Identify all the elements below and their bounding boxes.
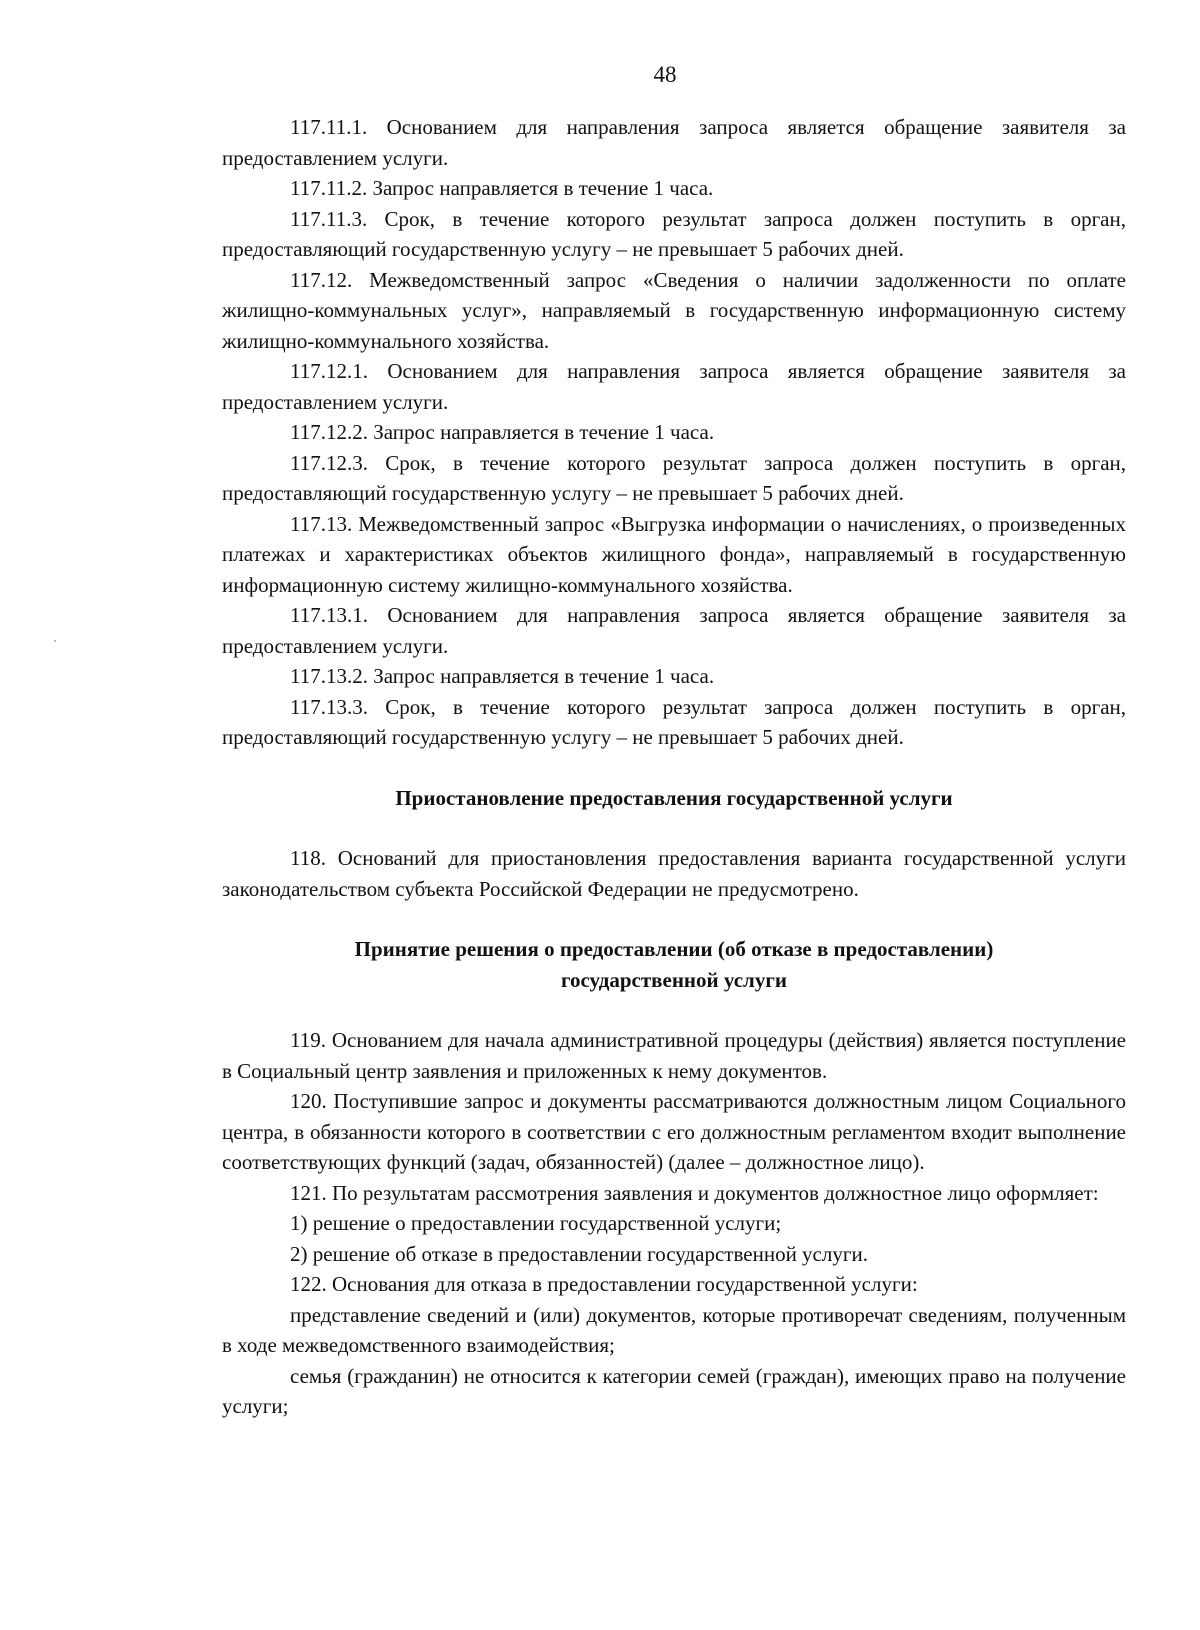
section-heading-decision-line2: государственной услуги — [561, 967, 787, 992]
paragraph-117-11-3: 117.11.3. Срок, в течение которого результат запроса должен поступить в орган, предоставляющий государственную услугу – не превышает 5 рабочих дней. — [222, 206, 1126, 261]
refusal-ground-1: представление сведений и (или) документов, которые противоречат сведениям, полученным в ходе межведомственного взаимодействия; — [222, 1302, 1126, 1357]
paragraph-117-13: 117.13. Межведомственный запрос «Выгрузка информации о начислениях, о произведенных платежах и характеристиках объектов жилищного фонда», направляемый в государственную информационную систему жилищно-коммунального хозяйства. — [222, 511, 1126, 597]
section-heading-suspension: Приостановление предоставления государственной услуги — [395, 785, 953, 810]
refusal-ground-2: семья (гражданин) не относится к категории семей (граждан), имеющих право на получение услуги; — [222, 1363, 1126, 1418]
paragraph-117-12: 117.12. Межведомственный запрос «Сведения о наличии задолженности по оплате жилищно-коммунальных услуг», направляемый в государственную информационную систему жилищно-коммунального хозяйства. — [222, 267, 1126, 353]
paragraph-117-13-3: 117.13.3. Срок, в течение которого результат запроса должен поступить в орган, предоставляющий государственную услугу – не превышает 5 рабочих дней. — [222, 694, 1126, 749]
paragraph-117-12-3: 117.12.3. Срок, в течение которого результат запроса должен поступить в орган, предоставляющий государственную услугу – не превышает 5 рабочих дней. — [222, 450, 1126, 505]
section-heading-decision-line1: Принятие решения о предоставлении (об отказе в предоставлении) — [354, 937, 994, 961]
paragraph-117-12-2: 117.12.2. Запрос направляется в течение 1 часа. — [290, 420, 715, 444]
paragraph-117-13-1: 117.13.1. Основанием для направления запроса является обращение заявителя за предоставлением услуги. — [222, 603, 1126, 658]
list-item-1: 1) решение о предоставлении государственной услуги; — [290, 1211, 782, 1235]
paragraph-117-11-1: 117.11.1. Основанием для направления запроса является обращение заявителя за предоставлением услуги. — [222, 115, 1126, 170]
section-heading-decision — [222, 934, 1126, 995]
paragraph-118: 118. Оснований для приостановления предоставления варианта государственной услуги законодательством субъекта Российской Федерации не предусмотрено. — [222, 846, 1126, 901]
list-item-2: 2) решение об отказе в предоставлении государственной услуги. — [290, 1241, 868, 1266]
document-body — [222, 112, 1126, 1422]
paragraph-121: 121. По результатам рассмотрения заявления и документов должностное лицо оформляет: — [290, 1180, 1099, 1205]
paragraph-117-12-1: 117.12.1. Основанием для направления запроса является обращение заявителя за предоставлением услуги. — [222, 359, 1126, 414]
page-number: 48 — [653, 62, 677, 87]
paragraph-120: 120. Поступившие запрос и документы рассматриваются должностным лицом Социального центра, в обязанности которого в соответствии с его должностным регламентом входит выполнение соответствующих функций (задач, обязанностей) (далее – должностное лицо). — [222, 1089, 1126, 1174]
paragraph-122: 122. Основания для отказа в предоставлении государственной услуги: — [290, 1272, 918, 1296]
paragraph-117-11-2: 117.11.2. Запрос направляется в течение 1 часа. — [290, 176, 714, 200]
scan-speck — [54, 640, 56, 642]
paragraph-119: 119. Основанием для начала административной процедуры (действия) является поступление в Социальный центр заявления и приложенных к нему документов. — [222, 1028, 1126, 1083]
paragraph-117-13-2: 117.13.2. Запрос направляется в течение 1 часа. — [290, 664, 715, 688]
